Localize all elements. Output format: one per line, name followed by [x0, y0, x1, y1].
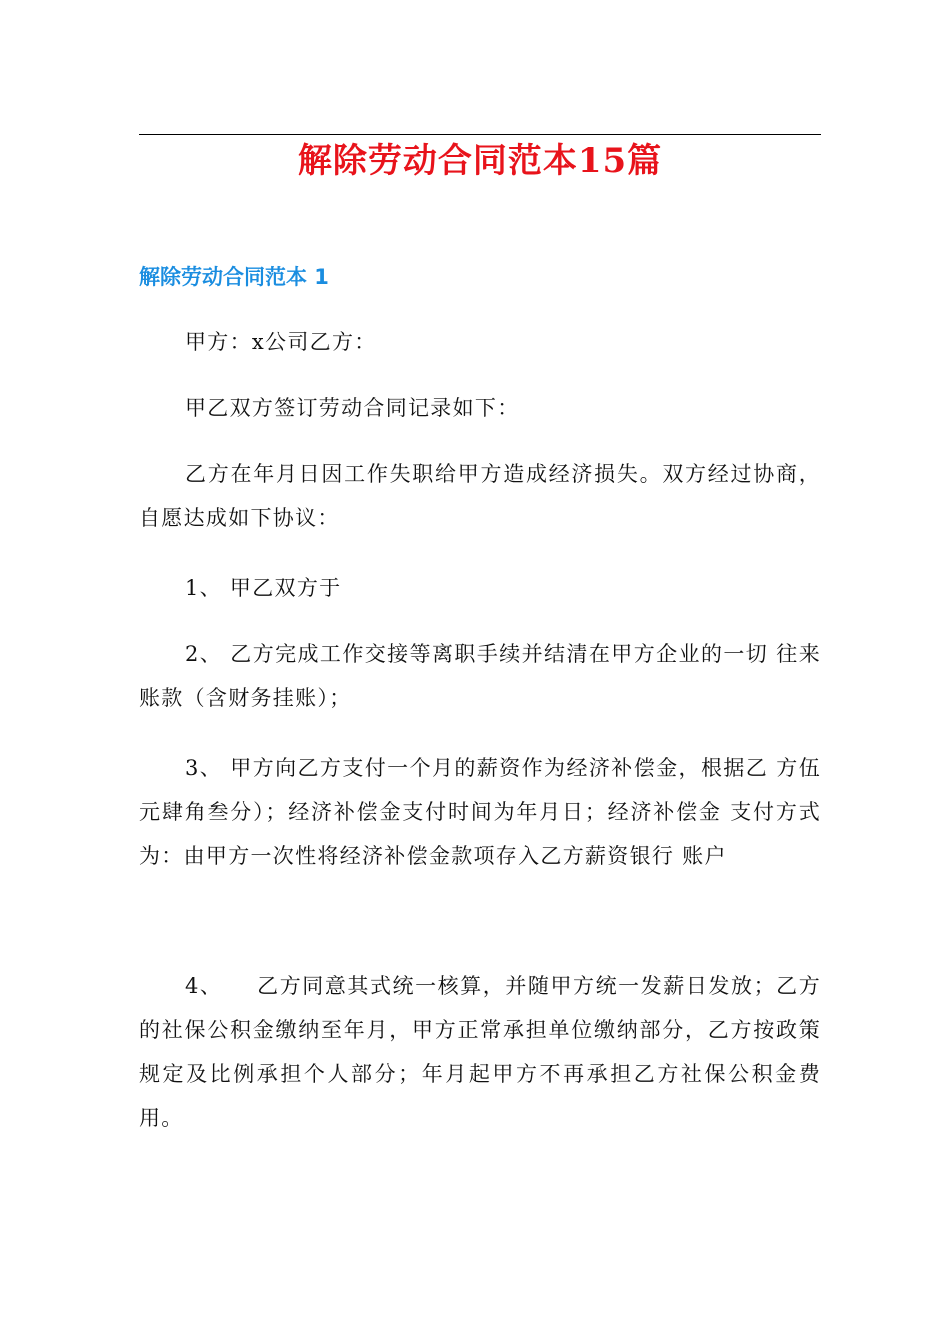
- clause-3: 3、 甲方向乙方支付一个月的薪资作为经济补偿金，根据乙 方伍元肆角叁分）；经济补偿金支付时间为年月日；经济补偿金 支付方式为：由甲方一次性将经济补偿金款项存入乙方薪资银行 账户: [139, 756, 821, 868]
- clause-4: 4、 乙方同意其式统一核算，并随甲方统一发薪日发放；乙方的社保公积金缴纳至年月，甲方正常承担单位缴纳部分，乙方按政策规定及比例承担个人部分；年月起甲方不再承担乙方社保公积金费用。: [139, 974, 821, 1130]
- clause-2: 2、 乙方完成工作交接等离职手续并结清在甲方企业的一切 往来账款（含财务挂账）；: [139, 642, 821, 710]
- paragraph-intro: 甲乙双方签订劳动合同记录如下：: [185, 396, 520, 420]
- document-title: 解除劳动合同范本15篇: [297, 141, 663, 181]
- paragraph-background: 乙方在年月日因工作失职给甲方造成经济损失。双方经过协商，自愿达成如下协议：: [139, 462, 821, 530]
- header-rule: [139, 134, 821, 135]
- paragraph-parties: 甲方：x公司乙方：: [185, 330, 377, 354]
- clause-1: 1、 甲乙双方于: [185, 576, 342, 600]
- section-heading: 解除劳动合同范本 1: [139, 265, 329, 289]
